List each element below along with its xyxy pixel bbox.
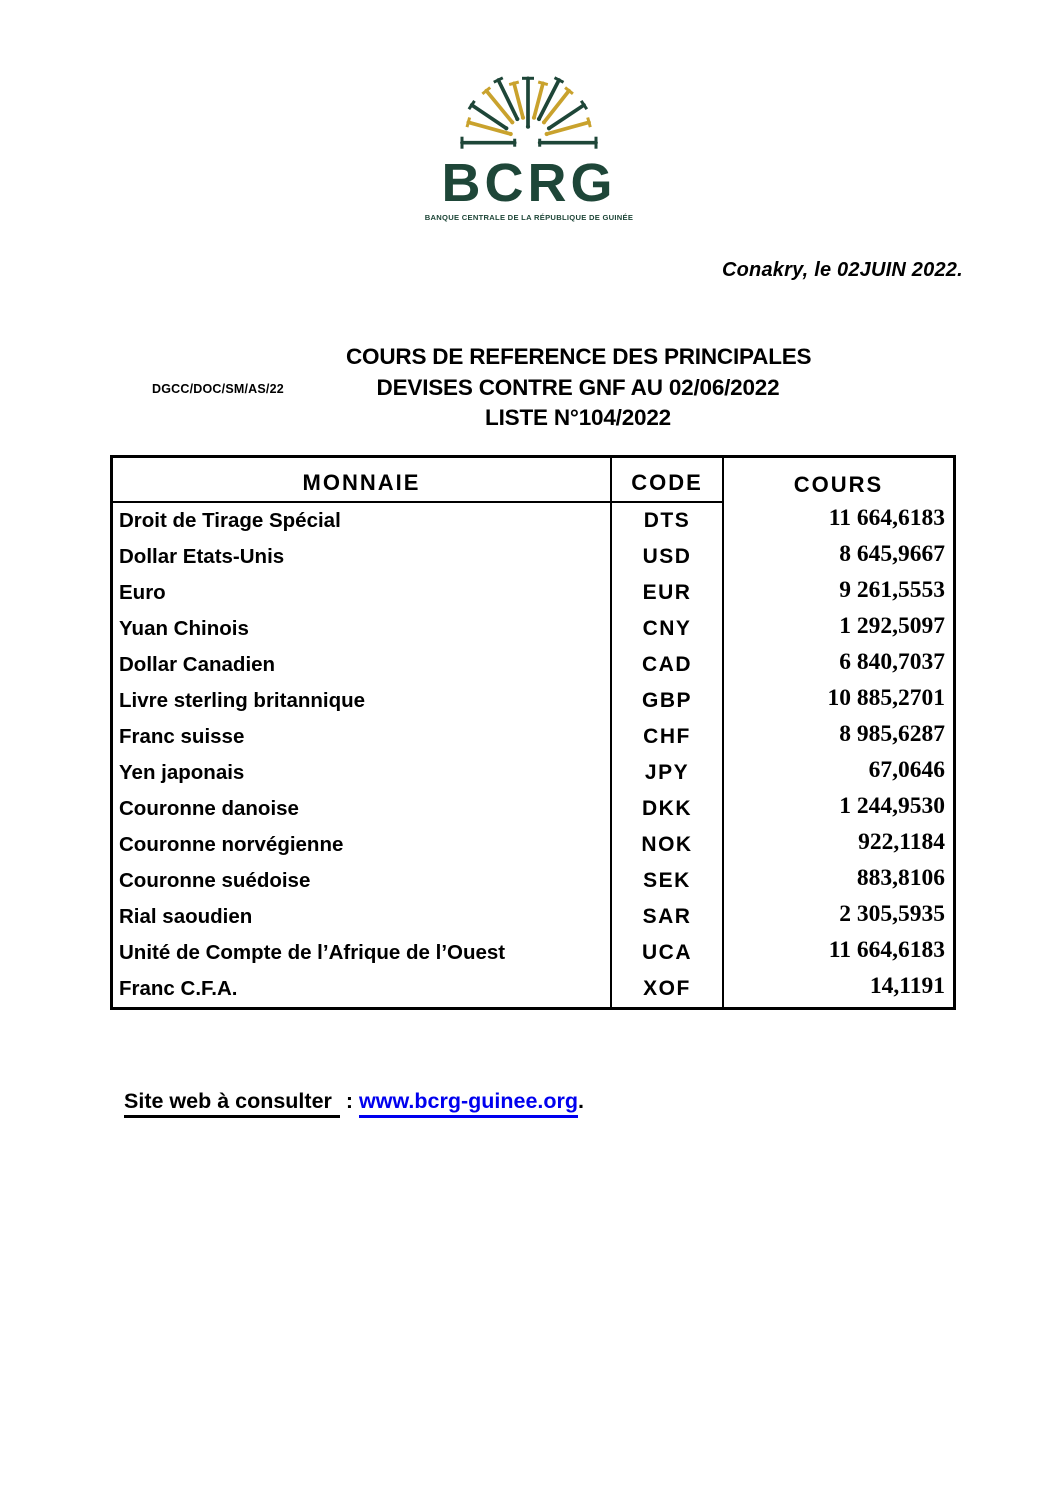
rate-value-cell [722,683,953,719]
currency-code-cell: CAD [610,647,722,683]
currency-name-cell: Rial saoudien [119,905,253,928]
bcrg-sunburst-icon [449,65,609,155]
currency-code-cell: UCA [610,935,722,971]
logo-tagline: BANQUE CENTRALE DE LA RÉPUBLIQUE DE GUINÉE [424,213,634,222]
date-line: Conakry, le 02JUIN 2022. [722,259,963,281]
title-line-1: COURS DE REFERENCE DES PRINCIPALES [346,344,812,369]
table-header-cours: COURS [722,458,953,503]
rate-value: 2 305,5935 [839,900,945,927]
website-note-suffix: . [578,1089,584,1113]
currency-name-cell: Euro [119,581,166,604]
rate-value-cell [722,791,953,827]
currency-name-cell: Dollar Etats-Unis [119,545,285,568]
reference-code: DGCC/DOC/SM/AS/22 [152,382,284,396]
document-title [346,342,810,434]
rate-value: 1 244,9530 [839,792,945,819]
website-link[interactable]: www.bcrg-guinee.org [359,1089,578,1118]
currency-code-cell: SEK [610,863,722,899]
currency-code-cell: USD [610,539,722,575]
rate-value: 8 645,9667 [839,540,945,567]
logo-acronym: BCRG [441,153,617,213]
currency-name-cell: Droit de Tirage Spécial [119,509,341,532]
rate-value-cell [722,575,953,611]
currency-name-cell: Franc suisse [119,725,245,748]
currency-name-cell: Livre sterling britannique [119,689,366,712]
currency-name-cell: Unité de Compte de l’Afrique de l’Ouest [119,941,506,964]
currency-name-cell: Couronne norvégienne [119,833,344,856]
rate-value-cell [722,539,953,575]
exchange-rates-table [110,455,956,1010]
rate-value-cell [722,503,953,539]
website-note-label: Site web à consulter [124,1089,340,1118]
table-header-monnaie: MONNAIE [113,458,610,503]
rate-value: 10 885,2701 [827,684,945,711]
rate-value-cell [722,719,953,755]
table-header-code: CODE [610,458,722,503]
currency-name-cell: Dollar Canadien [119,653,276,676]
title-line-3: LISTE N°104/2022 [485,405,671,430]
currency-name-cell: Couronne danoise [119,797,299,820]
currency-code-cell: DKK [610,791,722,827]
currency-code-cell: SAR [610,899,722,935]
currency-code-cell: NOK [610,827,722,863]
rate-value-cell [722,755,953,791]
rate-value: 8 985,6287 [839,720,945,747]
currency-name-cell: Franc C.F.A. [119,977,238,1000]
currency-code-cell: CNY [610,611,722,647]
currency-code-cell: XOF [610,971,722,1007]
rate-value: 1 292,5097 [839,612,945,639]
currency-code-cell: GBP [610,683,722,719]
currency-name-cell: Yuan Chinois [119,617,249,640]
rate-value-cell [722,611,953,647]
rate-value: 11 664,6183 [828,504,945,531]
rate-value: 11 664,6183 [828,936,945,963]
currency-code-cell: CHF [610,719,722,755]
rate-value: 67,0646 [868,756,945,783]
currency-code-cell: JPY [610,755,722,791]
website-note [124,1089,584,1118]
rate-value-cell [722,827,953,863]
rate-value: 922,1184 [858,828,945,855]
rate-value: 6 840,7037 [839,648,945,675]
rate-value-cell [722,899,953,935]
currency-code-cell: EUR [610,575,722,611]
bcrg-logo [399,65,659,222]
title-line-2: DEVISES CONTRE GNF AU 02/06/2022 [376,374,780,400]
rate-value: 883,8106 [856,864,945,891]
website-note-separator: : [339,1089,360,1113]
currency-name-cell: Couronne suédoise [119,869,311,892]
rate-value: 9 261,5553 [839,576,945,603]
rate-value: 14,1191 [869,972,945,999]
currency-code-cell: DTS [610,503,722,539]
rate-value-cell [722,935,953,971]
rate-value-cell [722,863,953,899]
rate-value-cell [722,647,953,683]
currency-name-cell: Yen japonais [119,761,245,784]
rate-value-cell [722,971,953,1007]
